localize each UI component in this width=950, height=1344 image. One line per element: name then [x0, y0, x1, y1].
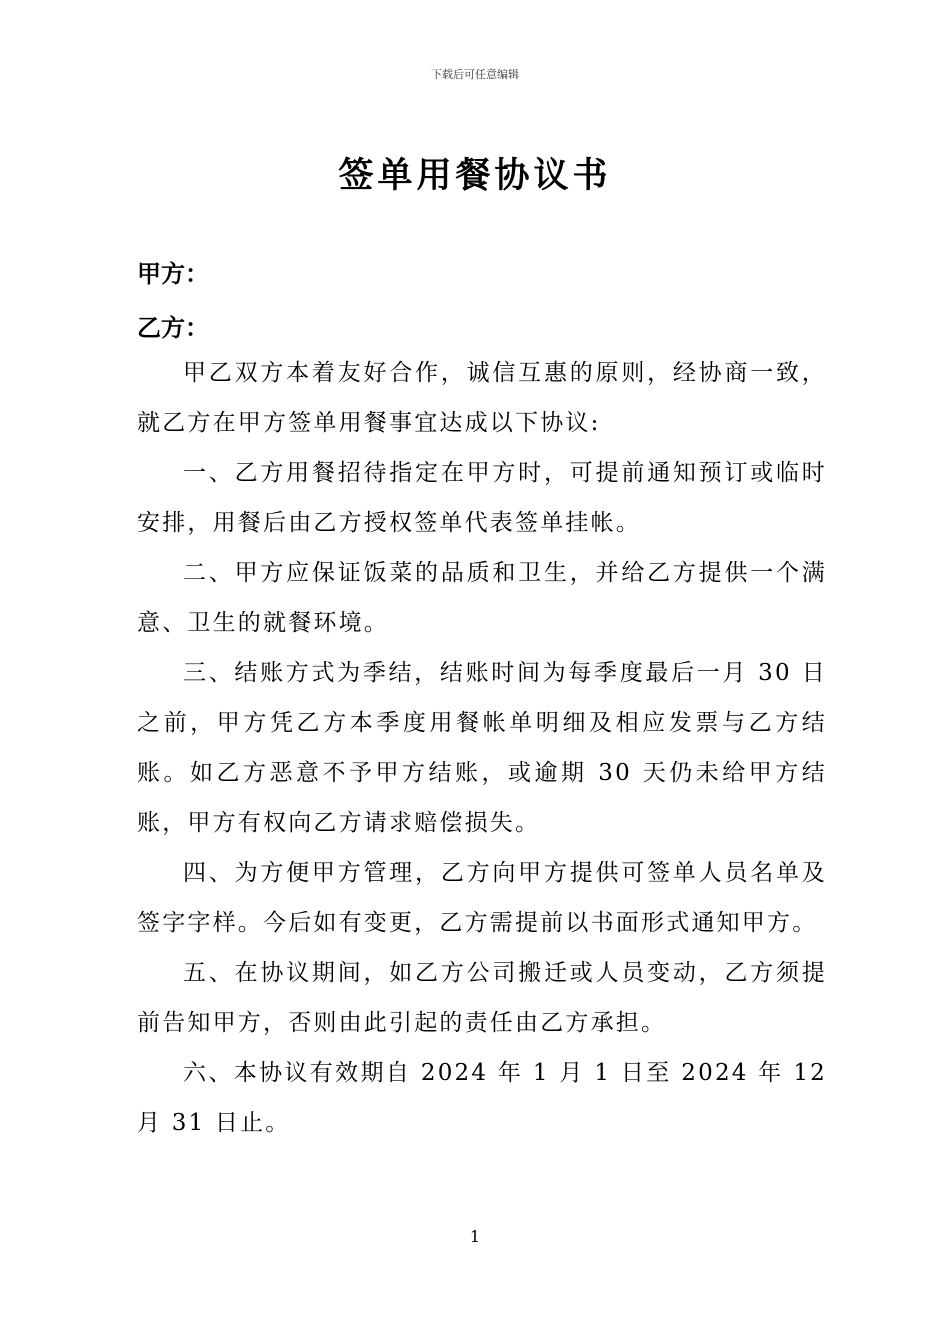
- paragraph-intro: 甲乙双方本着友好合作，诚信互惠的原则，经协商一致，就乙方在甲方签单用餐事宜达成以下协议:: [137, 360, 827, 436]
- paragraph-clause-4: 四、为方便甲方管理，乙方向甲方提供可签单人员名单及签字字样。今后如有变更，乙方需提前以书面形式通知甲方。: [137, 860, 827, 936]
- header-note: 下载后可任意编辑: [431, 68, 519, 81]
- paragraph-clause-1: 一、乙方用餐招待指定在甲方时，可提前通知预订或临时安排，用餐后由乙方授权签单代表签单挂帐。: [137, 460, 827, 536]
- page-number: 1: [469, 1227, 481, 1246]
- paragraph-clause-5: 五、在协议期间，如乙方公司搬迁或人员变动，乙方须提前告知甲方，否则由此引起的责任由乙方承担。: [137, 960, 827, 1036]
- party-a-label: 甲方：: [137, 260, 209, 288]
- paragraph-clause-6: 六、本协议有效期自 2024 年 1 月 1 日至 2024 年 12 月 31 日止。: [137, 1060, 827, 1136]
- party-b-label: 乙方：: [137, 314, 209, 342]
- paragraph-clause-2: 二、甲方应保证饭菜的品质和卫生，并给乙方提供一个满意、卫生的就餐环境。: [137, 560, 827, 636]
- agreement-body: [137, 348, 827, 1148]
- document-title: 签单用餐协议书: [338, 156, 612, 196]
- paragraph-clause-3: 三、结账方式为季结，结账时间为每季度最后一月 30 日之前，甲方凭乙方本季度用餐帐单明细及相应发票与乙方结账。如乙方恶意不予甲方结账，或逾期 30 天仍未给甲方结账，甲方有权向乙方请求赔偿损失。: [137, 660, 827, 836]
